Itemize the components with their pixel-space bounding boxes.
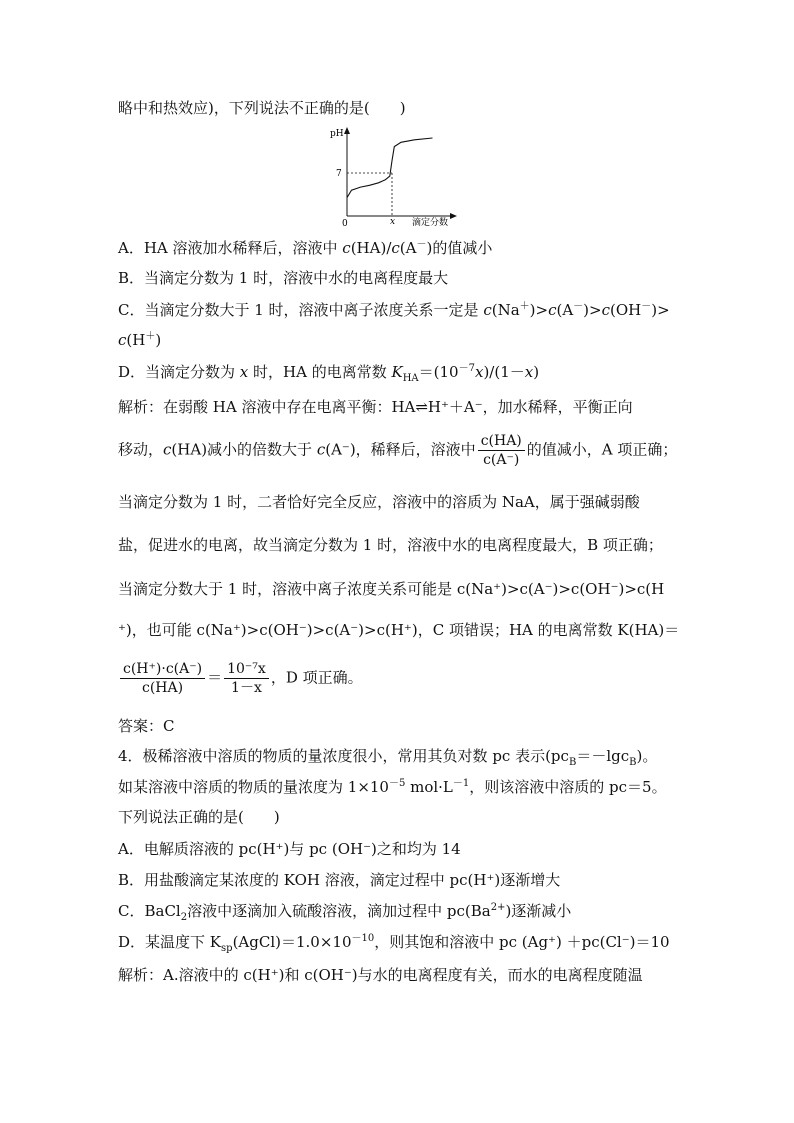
option-c-line1: C．当滴定分数大于 1 时，溶液中离子浓度关系一定是 c(Na＋)>c(A－)>c(OH－)> — [118, 301, 670, 319]
question4-option-a: A．电解质溶液的 pc(H⁺)与 pc (OH⁻)之和均为 14 — [118, 840, 461, 858]
x-axis-label: 滴定分数 — [412, 218, 449, 228]
question4-option-c: C．BaCl$_2$溶液中逐滴加入硫酸溶液，滴加过程中 $pc(Ba^{2+})$逐渐减小 — [118, 902, 572, 923]
option-d: D．当滴定分数为 x 时，HA 的电离常数 $K_{HA}=(10^{-7}x)/(1-x)$ — [118, 363, 540, 384]
question4-line1: 4．极稀溶液中溶质的物质的量浓度很小，常用其负对数 pc 表示$(pc_B=-\lg c_B)$。 — [118, 747, 658, 768]
fraction-cha-ca: $\frac{c(HA)}{c(A^-)}$ — [478, 432, 525, 469]
y-axis-label: pH — [330, 129, 344, 139]
analysis-line2: 移动，c(HA)减小的倍数大于 c(A⁻)，稀释后，溶液中 $\frac{c(HA)}{c(A^-)}$ 的值减小，A 项正确； — [118, 433, 678, 468]
analysis-line4: 盐，促进水的电离，故当滴定分数为 1 时，溶液中水的电离程度最大，B 项正确； — [118, 536, 663, 554]
y-axis-arrow — [344, 127, 350, 134]
x-tick-origin: 0 — [342, 219, 348, 228]
question4-option-d: D．某温度下 $K_{sp}(AgCl)=1.0\times 10^{-10}$，则其饱和溶液中 pc (Ag⁺) ＋pc(Cl⁻)＝10 — [118, 933, 670, 954]
x-axis-arrow — [450, 213, 457, 219]
fraction-ka-result: $\frac{\text{10⁻⁷x}}{1-x}$ — [224, 660, 269, 697]
analysis-line3: 当滴定分数为 1 时，二者恰好完全反应，溶液中的溶质为 NaA，属于强碱弱酸 — [118, 493, 640, 511]
question4-analysis: 解析：A.溶液中的 c(H⁺)和 c(OH⁻)与水的电离程度有关，而水的电离程度随温 — [118, 966, 643, 984]
question4-line3: 下列说法正确的是( ) — [118, 808, 280, 826]
analysis-line1: 解析：在弱酸 HA 溶液中存在电离平衡：HA⇌H⁺＋A⁻，加水稀释，平衡正向 — [118, 398, 633, 416]
option-b: B．当滴定分数为 1 时，溶液中水的电离程度最大 — [118, 269, 449, 287]
analysis-line6: ⁺)，也可能 c(Na⁺)>c(OH⁻)>c(A⁻)>c(H⁺)，C 项错误；HA 的电离常数 K(HA)＝ — [118, 621, 680, 639]
titration-curve — [347, 138, 433, 198]
question4-option-b: B．用盐酸滴定某浓度的 KOH 溶液，滴定过程中 pc(H⁺)逐渐增大 — [118, 871, 561, 889]
option-a: A．HA 溶液加水稀释后，溶液中 c(HA)/c(A－)的值减小 — [118, 239, 493, 257]
analysis-line5: 当滴定分数大于 1 时，溶液中离子浓度关系可能是 c(Na⁺)>c(A⁻)>c(OH⁻)>c(H — [118, 580, 665, 598]
analysis-line7: $\frac{c(H^+)\cdot c(A^-)}{c(HA)}$ ＝ $\frac{\text{10⁻⁷x}}{1-x}$ ，D 项正确。 — [118, 660, 363, 697]
titration-chart — [322, 124, 462, 228]
fraction-ka: $\frac{c(H^+)\cdot c(A^-)}{c(HA)}$ — [120, 660, 205, 697]
question4-line2: 如某溶液中溶质的物质的量浓度为 $1\times 10^{-5}$ $mol\cdot L^{-1}$，则该溶液中溶质的 pc＝5。 — [118, 778, 667, 796]
intro-line: 略中和热效应)，下列说法不正确的是( ) — [118, 99, 406, 117]
x-tick-x: x — [390, 217, 396, 227]
option-c-line2: c(H＋) — [118, 331, 162, 349]
y-tick-7: 7 — [336, 169, 342, 179]
answer-line: 答案：C — [118, 717, 175, 735]
